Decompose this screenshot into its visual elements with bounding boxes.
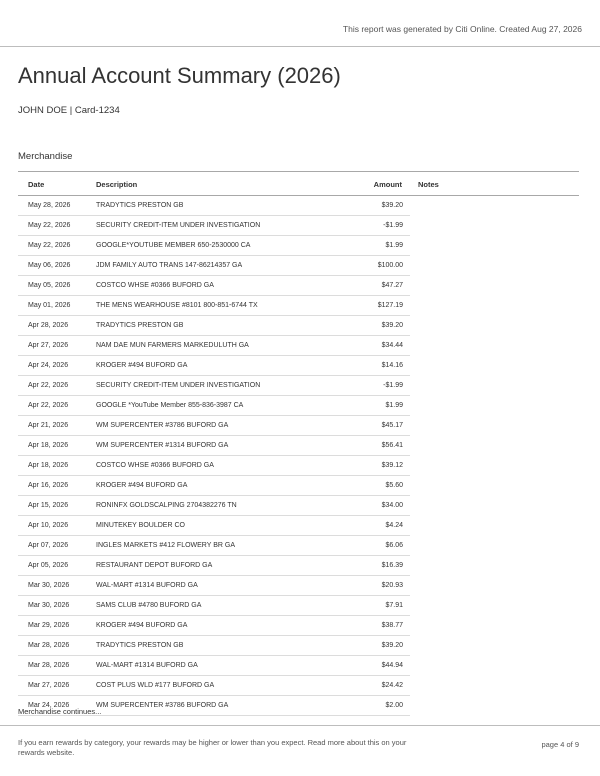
footer-divider xyxy=(0,725,600,726)
row-date: Apr 05, 2026 xyxy=(28,562,69,569)
row-date: Apr 27, 2026 xyxy=(28,342,69,349)
table-row xyxy=(18,276,410,296)
row-date: Apr 18, 2026 xyxy=(28,462,69,469)
table-row xyxy=(18,576,410,596)
table-body xyxy=(18,196,579,716)
row-amount: $39.20 xyxy=(381,322,403,329)
row-amount: $4.24 xyxy=(385,522,403,529)
header-divider xyxy=(0,46,600,47)
row-amount: $44.94 xyxy=(381,662,403,669)
account-holder-label: JOHN DOE | Card-1234 xyxy=(18,105,120,116)
rewards-disclaimer: If you earn rewards by category, your rewards may be higher or lower than you expect. Read more about this on your rewards website. xyxy=(18,738,407,757)
row-description: WM SUPERCENTER #3786 BUFORD GA xyxy=(96,422,229,429)
row-date: Mar 30, 2026 xyxy=(28,602,70,609)
table-row xyxy=(18,236,410,256)
row-date: Mar 30, 2026 xyxy=(28,582,70,589)
row-date: Apr 10, 2026 xyxy=(28,522,69,529)
row-date: Apr 07, 2026 xyxy=(28,542,69,549)
table-row xyxy=(18,296,410,316)
row-description: RESTAURANT DEPOT BUFORD GA xyxy=(96,562,213,569)
row-amount: $127.19 xyxy=(377,302,403,309)
row-amount: $2.00 xyxy=(385,702,403,709)
row-description: GOOGLE*YOUTUBE MEMBER 650-2530000 CA xyxy=(96,242,251,249)
row-amount: -$1.99 xyxy=(383,382,403,389)
row-description: WAL-MART #1314 BUFORD GA xyxy=(96,662,198,669)
row-date: Apr 22, 2026 xyxy=(28,382,69,389)
row-date: May 05, 2026 xyxy=(28,282,71,289)
row-description: JDM FAMILY AUTO TRANS 147-86214357 GA xyxy=(96,262,243,269)
row-amount: $1.99 xyxy=(385,402,403,409)
table-row xyxy=(18,256,410,276)
row-description: KROGER #494 BUFORD GA xyxy=(96,482,188,489)
table-row xyxy=(18,676,410,696)
row-amount: $14.16 xyxy=(381,362,403,369)
row-description: SECURITY CREDIT-ITEM UNDER INVESTIGATION xyxy=(96,222,261,229)
report-generated-note: This report was generated by Citi Online. Created Aug 27, 2026 xyxy=(342,24,582,34)
row-description: THE MENS WEARHOUSE #8101 800-851-6744 TX xyxy=(96,302,258,309)
row-date: Apr 15, 2026 xyxy=(28,502,69,509)
row-date: Mar 27, 2026 xyxy=(28,682,70,689)
row-description: SAMS CLUB #4780 BUFORD GA xyxy=(96,602,202,609)
row-description: TRADYTICS PRESTON GB xyxy=(96,642,184,649)
row-amount: $39.20 xyxy=(381,642,403,649)
row-amount: $39.12 xyxy=(381,462,403,469)
row-description: COSTCO WHSE #0366 BUFORD GA xyxy=(96,282,214,289)
row-amount: $20.93 xyxy=(381,582,403,589)
row-description: WM SUPERCENTER #1314 BUFORD GA xyxy=(96,442,229,449)
table-header xyxy=(18,171,579,196)
row-amount: $38.77 xyxy=(381,622,403,629)
row-description: KROGER #494 BUFORD GA xyxy=(96,622,188,629)
row-description: KROGER #494 BUFORD GA xyxy=(96,362,188,369)
row-date: Mar 28, 2026 xyxy=(28,662,70,669)
column-header-description: Description xyxy=(96,180,138,189)
row-date: Mar 29, 2026 xyxy=(28,622,70,629)
row-description: COST PLUS WLD #177 BUFORD GA xyxy=(96,682,215,689)
row-amount: $6.06 xyxy=(385,542,403,549)
row-description: NAM DAE MUN FARMERS MARKEDULUTH GA xyxy=(96,342,249,349)
row-date: Apr 16, 2026 xyxy=(28,482,69,489)
table-row xyxy=(18,356,410,376)
table-row xyxy=(18,636,410,656)
row-description: MINUTEKEY BOULDER CO xyxy=(96,522,185,529)
row-description: WAL-MART #1314 BUFORD GA xyxy=(96,582,198,589)
section-continues-note: Merchandise continues... xyxy=(18,707,102,716)
table-row xyxy=(18,556,410,576)
table-row xyxy=(18,476,410,496)
row-amount: -$1.99 xyxy=(383,222,403,229)
table-row xyxy=(18,656,410,676)
table-row xyxy=(18,216,410,236)
row-amount: $5.60 xyxy=(385,482,403,489)
row-description: GOOGLE *YouTube Member 855-836-3987 CA xyxy=(96,402,244,409)
row-description: TRADYTICS PRESTON GB xyxy=(96,202,184,209)
row-date: May 22, 2026 xyxy=(28,242,71,249)
row-description: SECURITY CREDIT-ITEM UNDER INVESTIGATION xyxy=(96,382,261,389)
table-row xyxy=(18,496,410,516)
table-row xyxy=(18,396,410,416)
row-date: Apr 24, 2026 xyxy=(28,362,69,369)
page-title: Annual Account Summary (2026) xyxy=(18,63,341,88)
row-amount: $39.20 xyxy=(381,202,403,209)
row-amount: $16.39 xyxy=(381,562,403,569)
page-number: page 4 of 9 xyxy=(541,740,579,749)
table-row xyxy=(18,376,410,396)
table-row xyxy=(18,536,410,556)
row-amount: $100.00 xyxy=(377,262,403,269)
row-date: Mar 24, 2026 xyxy=(28,702,70,709)
row-amount: $45.17 xyxy=(381,422,403,429)
row-amount: $56.41 xyxy=(381,442,403,449)
table-row xyxy=(18,456,410,476)
row-description: WM SUPERCENTER #3786 BUFORD GA xyxy=(96,702,229,709)
row-amount: $1.99 xyxy=(385,242,403,249)
row-amount: $34.00 xyxy=(381,502,403,509)
row-amount: $7.91 xyxy=(385,602,403,609)
row-date: May 01, 2026 xyxy=(28,302,71,309)
row-amount: $24.42 xyxy=(381,682,403,689)
row-date: May 06, 2026 xyxy=(28,262,71,269)
column-header-notes: Notes xyxy=(418,180,439,189)
row-amount: $47.27 xyxy=(381,282,403,289)
table-row xyxy=(18,616,410,636)
table-row xyxy=(18,596,410,616)
table-row xyxy=(18,196,410,216)
table-row xyxy=(18,436,410,456)
section-title-merchandise: Merchandise xyxy=(18,151,73,162)
row-description: INGLES MARKETS #412 FLOWERY BR GA xyxy=(96,542,236,549)
row-date: May 22, 2026 xyxy=(28,222,71,229)
column-header-amount: Amount xyxy=(373,180,402,189)
row-date: May 28, 2026 xyxy=(28,202,71,209)
row-date: Apr 21, 2026 xyxy=(28,422,69,429)
column-header-date: Date xyxy=(28,180,45,189)
transactions-table xyxy=(18,171,579,716)
row-date: Apr 18, 2026 xyxy=(28,442,69,449)
row-description: TRADYTICS PRESTON GB xyxy=(96,322,184,329)
row-date: Mar 28, 2026 xyxy=(28,642,70,649)
row-amount: $34.44 xyxy=(381,342,403,349)
table-row xyxy=(18,316,410,336)
row-description: COSTCO WHSE #0366 BUFORD GA xyxy=(96,462,214,469)
table-row xyxy=(18,416,410,436)
table-row xyxy=(18,336,410,356)
row-date: Apr 28, 2026 xyxy=(28,322,69,329)
row-description: RONINFX GOLDSCALPING 2704382276 TN xyxy=(96,502,237,509)
row-date: Apr 22, 2026 xyxy=(28,402,69,409)
table-row xyxy=(18,516,410,536)
